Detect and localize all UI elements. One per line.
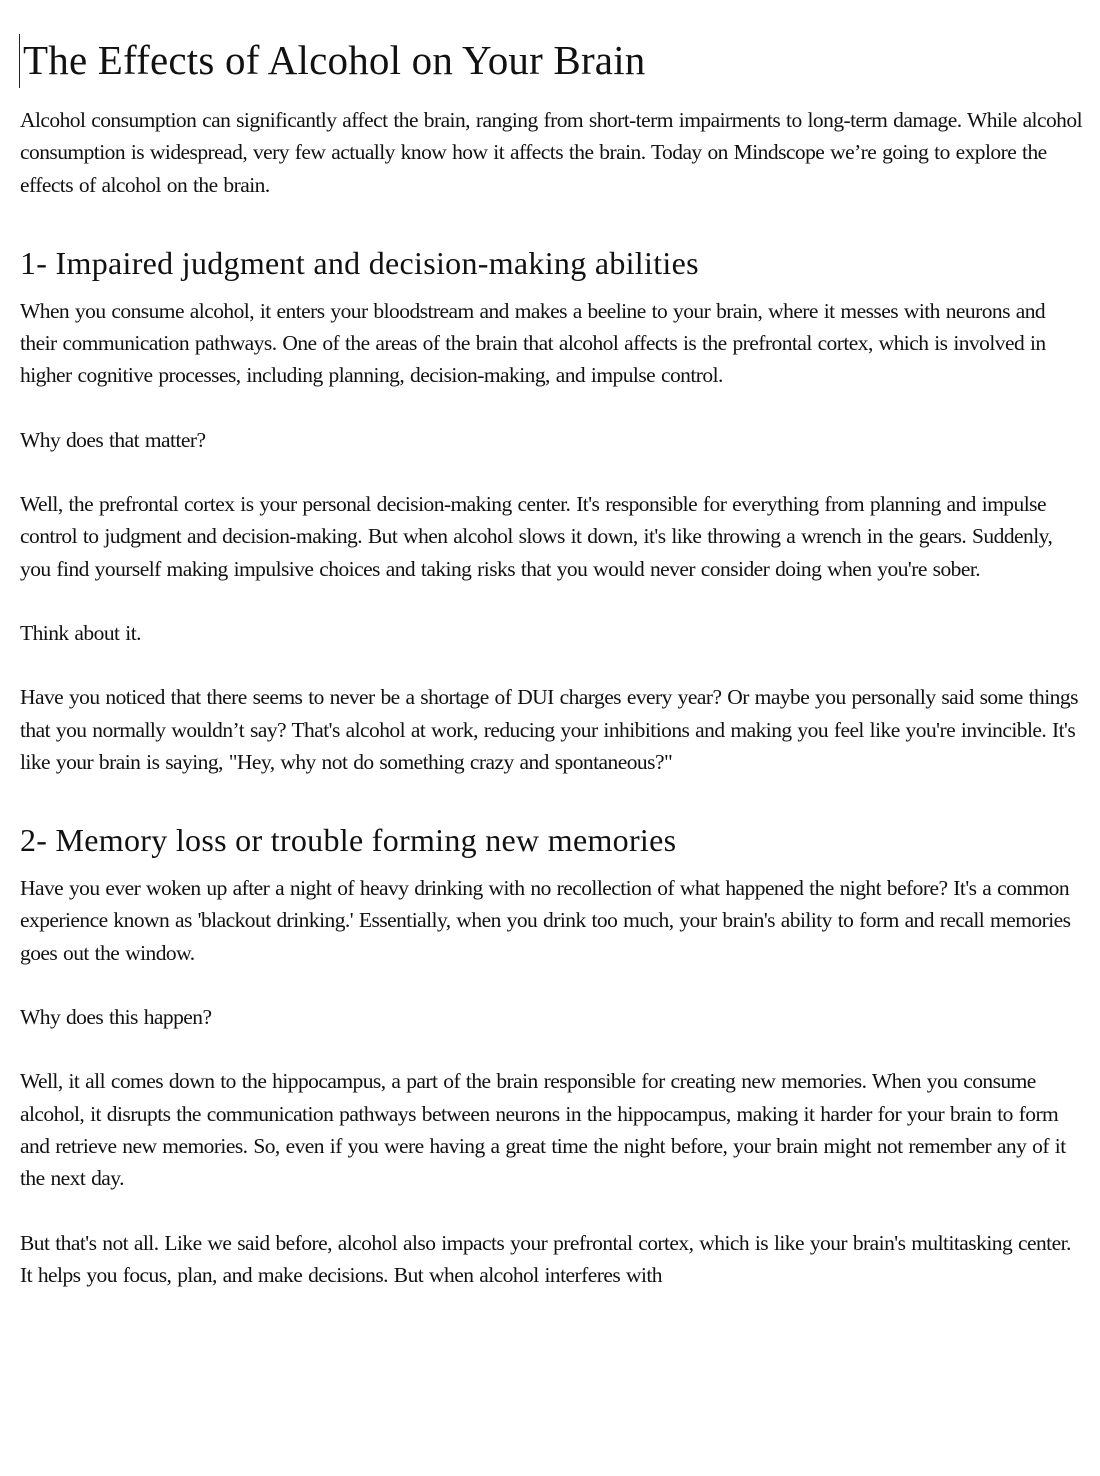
section-1-paragraph: Why does that matter?: [20, 427, 206, 452]
section-1-paragraph: Well, the prefrontal cortex is your personal decision-making center. It's responsible for everything from planning and impulse control to judgment and decision-making. But when alcohol slows it down, it's like throwing a wrench in the gears. Suddenly, you find yourself making impulsive choices and taking risks that you would never consider doing when you're sober.: [20, 492, 1053, 581]
section-heading-2: 2- Memory loss or trouble forming new memories: [20, 822, 677, 859]
section-2-paragraph: Why does this happen?: [20, 1005, 212, 1030]
section-1-paragraph: Think about it.: [20, 620, 141, 645]
document-body[interactable]: [20, 30, 1082, 1291]
document-title: The Effects of Alcohol on Your Brain: [23, 37, 646, 83]
section-1-paragraph: When you consume alcohol, it enters your bloodstream and makes a beeline to your brain, where it messes with neurons and their communication pathways. One of the areas of the brain that alcohol affects is the prefrontal cortex, which is involved in higher cognitive processes, including planning, decision-making, and impulse control.: [20, 298, 1046, 388]
section-heading-1: 1- Impaired judgment and decision-making abilities: [20, 244, 699, 281]
section-2-paragraph: Have you ever woken up after a night of heavy drinking with no recollection of what happened the night before? It's a common experience known as 'blackout drinking.' Essentially, when you drink too much, your brain's ability to form and recall memories goes out the window.: [20, 876, 1071, 965]
section-2-paragraph: Well, it all comes down to the hippocampus, a part of the brain responsible for creating new memories. When you consume alcohol, it disrupts the communication pathways between neurons in the hippocampus, making it harder for your brain to form and retrieve new memories. So, even if you were having a great time the night before, your brain might not remember any of it the next day.: [20, 1069, 1066, 1191]
section-1-paragraph: Have you noticed that there seems to never be a shortage of DUI charges every year? Or maybe you personally said some things that you normally wouldn’t say? That's alcohol at work, reducing your inhibitions and making you feel like you're invincible. It's like your brain is saying, "Hey, why not do something crazy and spontaneous?": [20, 685, 1078, 774]
intro-paragraph: Alcohol consumption can significantly affect the brain, ranging from short-term impairments to long-term damage. While alcohol consumption is widespread, very few actually know how it affects the brain. Today on Mindscope we’re going to explore the effects of alcohol on the brain.: [20, 108, 1083, 197]
section-2-paragraph: But that's not all. Like we said before, alcohol also impacts your prefrontal cortex, which is like your brain's multitasking center. It helps you focus, plan, and make decisions. But when alcohol interferes with: [20, 1230, 1071, 1287]
